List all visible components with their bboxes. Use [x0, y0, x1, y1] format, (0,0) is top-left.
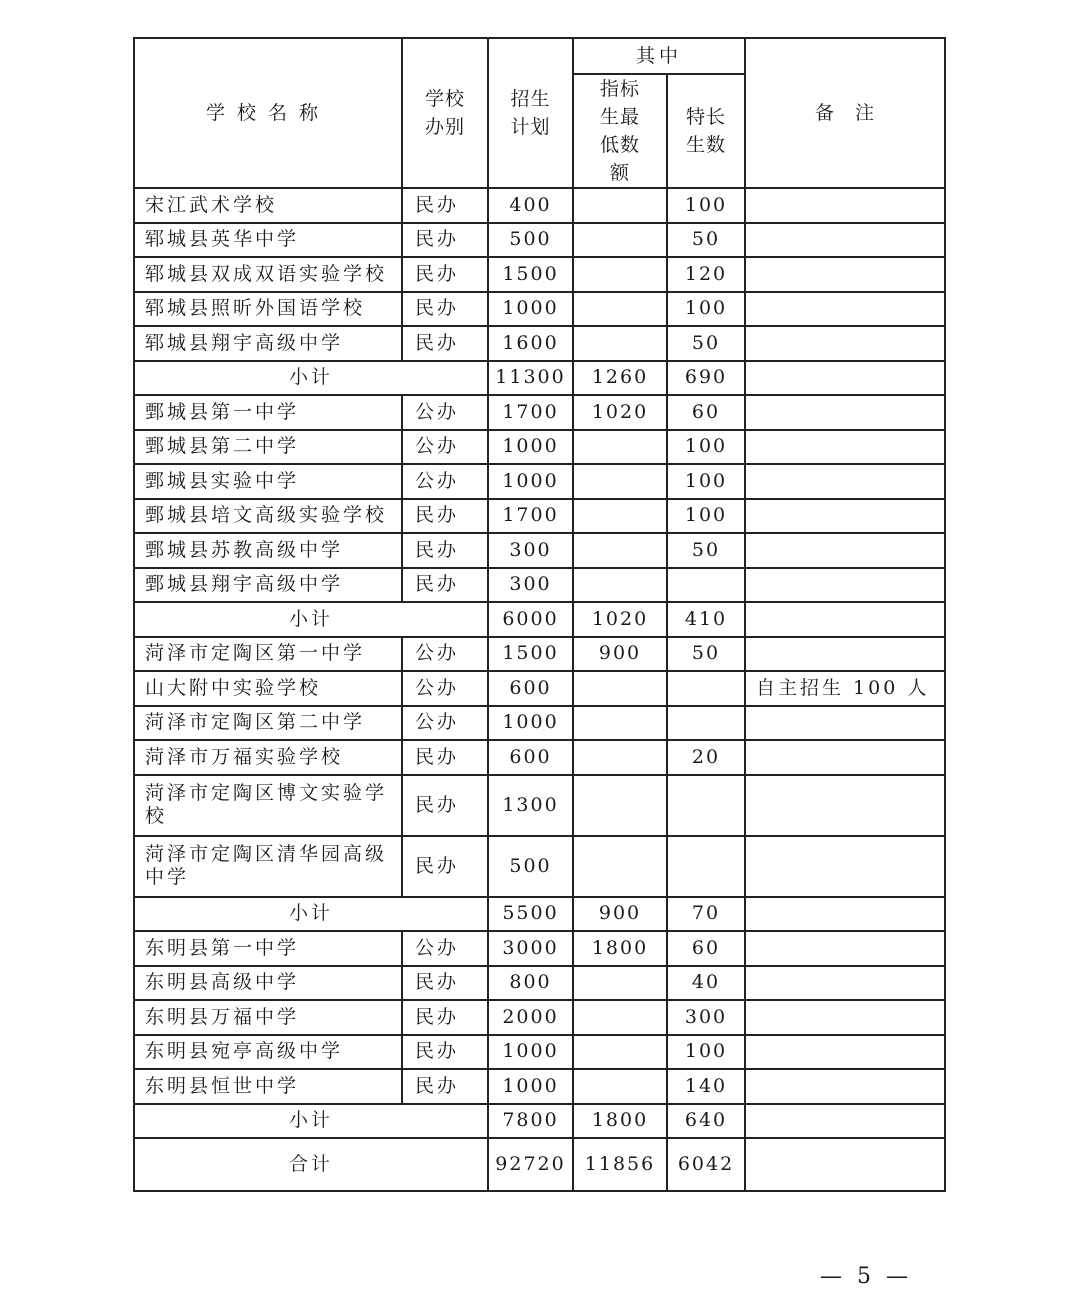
school-name-cell: 东明县第一中学	[134, 931, 402, 966]
quota-cell	[573, 706, 667, 741]
school-name-cell: 郓城县双成双语实验学校	[134, 257, 402, 292]
school-name-cell: 山大附中实验学校	[134, 671, 402, 706]
remark-cell	[745, 966, 945, 1001]
plan-cell: 1000	[488, 1069, 573, 1104]
remark-cell	[745, 257, 945, 292]
header-school-name: 学校名称	[134, 38, 402, 188]
specialty-cell: 50	[667, 223, 745, 258]
plan-cell: 300	[488, 533, 573, 568]
table-row	[134, 257, 945, 292]
quota-cell	[573, 223, 667, 258]
specialty-cell: 50	[667, 326, 745, 361]
specialty-cell: 6042	[667, 1138, 745, 1191]
header-school-type: 学校办别	[402, 38, 488, 188]
table-row	[134, 836, 945, 897]
specialty-cell: 100	[667, 292, 745, 327]
remark-cell	[745, 775, 945, 836]
plan-cell: 300	[488, 568, 573, 603]
specialty-cell: 640	[667, 1104, 745, 1139]
table-row	[134, 533, 945, 568]
quota-cell	[573, 499, 667, 534]
school-name-cell: 鄄城县培文高级实验学校	[134, 499, 402, 534]
school-name-cell: 鄄城县苏教高级中学	[134, 533, 402, 568]
specialty-cell: 100	[667, 1035, 745, 1070]
table-row	[134, 1035, 945, 1070]
plan-cell: 500	[488, 836, 573, 897]
quota-cell	[573, 671, 667, 706]
quota-cell	[573, 464, 667, 499]
school-name-cell: 菏泽市定陶区第一中学	[134, 637, 402, 672]
school-name-cell: 菏泽市定陶区博文实验学校	[134, 775, 402, 836]
school-type-cell: 公办	[402, 637, 488, 672]
specialty-cell: 50	[667, 637, 745, 672]
quota-cell: 11856	[573, 1138, 667, 1191]
school-type-cell: 民办	[402, 188, 488, 223]
quota-cell	[573, 740, 667, 775]
remark-cell	[745, 602, 945, 637]
plan-cell: 600	[488, 671, 573, 706]
plan-cell: 5500	[488, 897, 573, 932]
table-row	[134, 1000, 945, 1035]
remark-cell	[745, 897, 945, 932]
quota-cell	[573, 836, 667, 897]
school-type-cell: 民办	[402, 740, 488, 775]
school-name-cell: 宋江武术学校	[134, 188, 402, 223]
subtotal-label: 小计	[134, 602, 488, 637]
plan-cell: 7800	[488, 1104, 573, 1139]
quota-cell	[573, 1069, 667, 1104]
table-row	[134, 499, 945, 534]
subtotal-row	[134, 1104, 945, 1139]
specialty-cell: 120	[667, 257, 745, 292]
header-specialty: 特长生数	[667, 74, 745, 188]
specialty-cell: 410	[667, 602, 745, 637]
remark-cell	[745, 637, 945, 672]
quota-cell	[573, 533, 667, 568]
specialty-cell	[667, 706, 745, 741]
specialty-cell	[667, 775, 745, 836]
quota-cell: 900	[573, 637, 667, 672]
remark-cell	[745, 326, 945, 361]
remark-cell	[745, 499, 945, 534]
school-name-cell: 菏泽市定陶区第二中学	[134, 706, 402, 741]
enrollment-table	[133, 37, 946, 1192]
page-number: — 5 —	[820, 1264, 912, 1289]
specialty-cell: 100	[667, 430, 745, 465]
school-type-cell: 公办	[402, 395, 488, 430]
quota-cell	[573, 1035, 667, 1070]
school-type-cell: 公办	[402, 931, 488, 966]
school-type-cell: 民办	[402, 326, 488, 361]
subtotal-label: 小计	[134, 361, 488, 396]
quota-cell	[573, 430, 667, 465]
school-type-cell: 民办	[402, 499, 488, 534]
school-type-cell: 民办	[402, 775, 488, 836]
table-row	[134, 775, 945, 836]
plan-cell: 6000	[488, 602, 573, 637]
school-type-cell: 民办	[402, 292, 488, 327]
plan-cell: 3000	[488, 931, 573, 966]
school-name-cell: 东明县高级中学	[134, 966, 402, 1001]
remark-cell	[745, 706, 945, 741]
specialty-cell: 60	[667, 395, 745, 430]
school-name-cell: 郓城县翔宇高级中学	[134, 326, 402, 361]
remark-cell	[745, 740, 945, 775]
table-row	[134, 740, 945, 775]
specialty-cell: 100	[667, 464, 745, 499]
school-type-cell: 民办	[402, 1069, 488, 1104]
remark-cell	[745, 188, 945, 223]
remark-cell	[745, 1104, 945, 1139]
plan-cell: 1000	[488, 706, 573, 741]
school-type-cell: 民办	[402, 568, 488, 603]
quota-cell	[573, 257, 667, 292]
remark-cell	[745, 533, 945, 568]
plan-cell: 1700	[488, 499, 573, 534]
specialty-cell	[667, 836, 745, 897]
school-name-cell: 鄄城县翔宇高级中学	[134, 568, 402, 603]
school-name-cell: 鄄城县第一中学	[134, 395, 402, 430]
remark-cell	[745, 568, 945, 603]
specialty-cell: 300	[667, 1000, 745, 1035]
specialty-cell: 60	[667, 931, 745, 966]
school-name-cell: 鄄城县第二中学	[134, 430, 402, 465]
plan-cell: 1000	[488, 292, 573, 327]
school-name-cell: 郓城县英华中学	[134, 223, 402, 258]
specialty-cell	[667, 671, 745, 706]
table-row	[134, 671, 945, 706]
specialty-cell: 50	[667, 533, 745, 568]
quota-cell	[573, 1000, 667, 1035]
specialty-cell: 40	[667, 966, 745, 1001]
subtotal-row	[134, 361, 945, 396]
school-type-cell: 民办	[402, 223, 488, 258]
school-name-cell: 菏泽市定陶区清华园高级中学	[134, 836, 402, 897]
specialty-cell: 20	[667, 740, 745, 775]
specialty-cell	[667, 568, 745, 603]
subtotal-row	[134, 897, 945, 932]
quota-cell: 1020	[573, 395, 667, 430]
remark-cell	[745, 395, 945, 430]
plan-cell: 1600	[488, 326, 573, 361]
subtotal-label: 小计	[134, 1104, 488, 1139]
header-of-which: 其中	[573, 38, 745, 74]
remark-cell	[745, 223, 945, 258]
quota-cell	[573, 966, 667, 1001]
school-type-cell: 公办	[402, 464, 488, 499]
table-row	[134, 223, 945, 258]
remark-cell	[745, 464, 945, 499]
plan-cell: 800	[488, 966, 573, 1001]
table-row	[134, 1069, 945, 1104]
plan-cell: 2000	[488, 1000, 573, 1035]
school-type-cell: 公办	[402, 671, 488, 706]
school-type-cell: 民办	[402, 966, 488, 1001]
quota-cell: 900	[573, 897, 667, 932]
remark-cell: 自主招生 100 人	[745, 671, 945, 706]
plan-cell: 11300	[488, 361, 573, 396]
school-type-cell: 民办	[402, 1000, 488, 1035]
remark-cell	[745, 292, 945, 327]
table-row	[134, 568, 945, 603]
quota-cell	[573, 292, 667, 327]
table-row	[134, 706, 945, 741]
plan-cell: 1500	[488, 257, 573, 292]
specialty-cell: 100	[667, 499, 745, 534]
table-row	[134, 395, 945, 430]
remark-cell	[745, 1035, 945, 1070]
school-type-cell: 公办	[402, 430, 488, 465]
remark-cell	[745, 361, 945, 396]
quota-cell: 1260	[573, 361, 667, 396]
table-row	[134, 326, 945, 361]
subtotal-row	[134, 602, 945, 637]
plan-cell: 1500	[488, 637, 573, 672]
plan-cell: 500	[488, 223, 573, 258]
table-row	[134, 188, 945, 223]
school-name-cell: 东明县宛亭高级中学	[134, 1035, 402, 1070]
header-plan: 招生计划	[488, 38, 573, 188]
table-row	[134, 430, 945, 465]
school-type-cell: 公办	[402, 706, 488, 741]
total-label: 合计	[134, 1138, 488, 1191]
remark-cell	[745, 931, 945, 966]
subtotal-label: 小计	[134, 897, 488, 932]
school-type-cell: 民办	[402, 257, 488, 292]
school-type-cell: 民办	[402, 836, 488, 897]
plan-cell: 1000	[488, 464, 573, 499]
school-name-cell: 鄄城县实验中学	[134, 464, 402, 499]
school-type-cell: 民办	[402, 1035, 488, 1070]
table-row	[134, 931, 945, 966]
quota-cell	[573, 326, 667, 361]
header-quota-min: 指标生最低数额	[573, 74, 667, 188]
quota-cell: 1800	[573, 931, 667, 966]
quota-cell	[573, 188, 667, 223]
plan-cell: 92720	[488, 1138, 573, 1191]
specialty-cell: 690	[667, 361, 745, 396]
total-row	[134, 1138, 945, 1191]
remark-cell	[745, 1069, 945, 1104]
specialty-cell: 140	[667, 1069, 745, 1104]
table-row	[134, 464, 945, 499]
table-row	[134, 637, 945, 672]
school-name-cell: 郓城县照昕外国语学校	[134, 292, 402, 327]
remark-cell	[745, 430, 945, 465]
quota-cell: 1020	[573, 602, 667, 637]
plan-cell: 1300	[488, 775, 573, 836]
remark-cell	[745, 1138, 945, 1191]
table-row	[134, 292, 945, 327]
plan-cell: 600	[488, 740, 573, 775]
specialty-cell: 100	[667, 188, 745, 223]
table-row	[134, 966, 945, 1001]
school-type-cell: 民办	[402, 533, 488, 568]
quota-cell	[573, 568, 667, 603]
plan-cell: 1000	[488, 1035, 573, 1070]
school-name-cell: 东明县万福中学	[134, 1000, 402, 1035]
header-remark: 备 注	[745, 38, 945, 188]
remark-cell	[745, 836, 945, 897]
remark-cell	[745, 1000, 945, 1035]
school-name-cell: 东明县恒世中学	[134, 1069, 402, 1104]
plan-cell: 1000	[488, 430, 573, 465]
plan-cell: 1700	[488, 395, 573, 430]
plan-cell: 400	[488, 188, 573, 223]
specialty-cell: 70	[667, 897, 745, 932]
quota-cell: 1800	[573, 1104, 667, 1139]
school-name-cell: 菏泽市万福实验学校	[134, 740, 402, 775]
quota-cell	[573, 775, 667, 836]
